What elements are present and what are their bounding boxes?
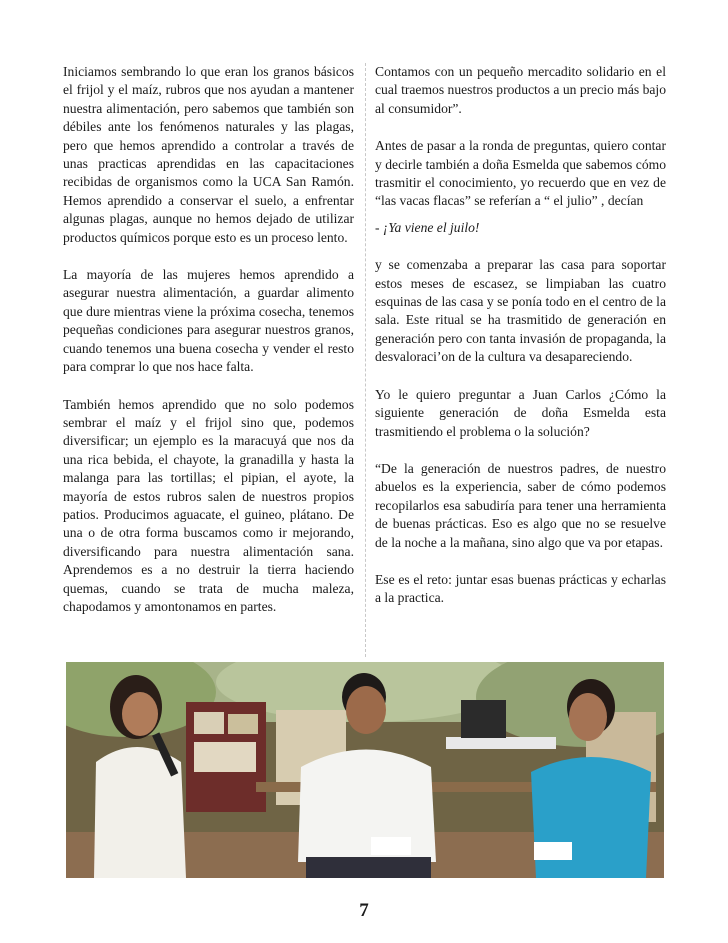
quote: - ¡Ya viene el juilo! <box>375 219 480 235</box>
paragraph: Contamos con un pequeño mercadito solidario en el cual traemos nuestros productos a un precio más bajo al consumidor”. <box>375 64 666 116</box>
column-divider <box>365 63 367 657</box>
left-text-column <box>63 63 354 635</box>
right-text-column <box>375 63 666 627</box>
paragraph: “De la generación de nuestros padres, de nuestro abuelos es la experiencia, saber de cómo podemos recopilarlos esa sabudiría para tener una herramienta de buenas prácticas. Eso es algo que no se resuelve de la noche a la mañana, sino algo que va por etapas. <box>375 460 666 550</box>
paragraph: Antes de pasar a la ronda de preguntas, quiero contar y decirle también a doña Esmelda que sabemos cómo trasmitir el conocimiento, yo recuerdo que en vez de “las vacas flacas” se referían a “ el julio” , decían <box>375 138 666 209</box>
paragraph: Iniciamos sembrando lo que eran los granos básicos el frijol y el maíz, rubros que nos ayudan a mantener nuestra alimentación, pero sabemos que también son débiles ante los fenómenos naturales y las plagas, pero que hemos aprendido a controlar a través de unas practicas aprendidas en las capacitaciones recibidas de organismos como la UCA San Ramón. Hemos aprendido a conservar el suelo, a enfrentar algunas plagas, aunque no hemos dejado de utilizar productos químicos porque esto es un proceso lento. <box>63 64 354 245</box>
event-photo <box>66 662 664 878</box>
paragraph: Ese es el reto: juntar esas buenas prácticas y echarlas a la practica. <box>375 571 666 606</box>
paragraph: También hemos aprendido que no solo podemos sembrar el maíz y el frijol sino que, podemos diversificar; un ejemplo es la maracuyá que nos da una rica bebida, el chayote, la granadilla y hasta la malanga para las tortillas; el pipian, el ayote, la mayoría de estos rubros salen de nuestros propios patios. Producimos aguacate, el guineo, plátano. De una o de otra forma buscamos como ir mejorando, diversificando para nuestra alimentación sana. Aprendemos es a no destruir la tierra haciendo quemas, cuando se trata de mucha maleza, chapodamos y amontonamos en partes. <box>63 396 354 614</box>
photo-illustration <box>66 662 664 878</box>
paragraph: y se comenzaba a preparar las casa para soportar estos meses de escasez, se limpiaban las cuatro esquinas de las casa y se ponía todo en el centro de la sala. Este ritual se ha trasmitido de generación en generación pero con tanta invasión de propaganda, la desvaloraci’on de la cultura va desapareciendo. <box>375 257 666 365</box>
paragraph: La mayoría de las mujeres hemos aprendido a asegurar nuestra alimentación, a guardar alimento que dure mientras viene la próxima cosecha, tenemos pequeñas condiciones para asegurar nuestros granos, cuando tenemos una buena cosecha y vender el resto para comprar lo que nos hace falta. <box>63 267 354 375</box>
page-number: 7 <box>359 900 369 921</box>
paragraph: Yo le quiero preguntar a Juan Carlos ¿Cómo la siguiente generación de doña Esmelda esta trasmitiendo el problema o la solución? <box>375 386 666 439</box>
